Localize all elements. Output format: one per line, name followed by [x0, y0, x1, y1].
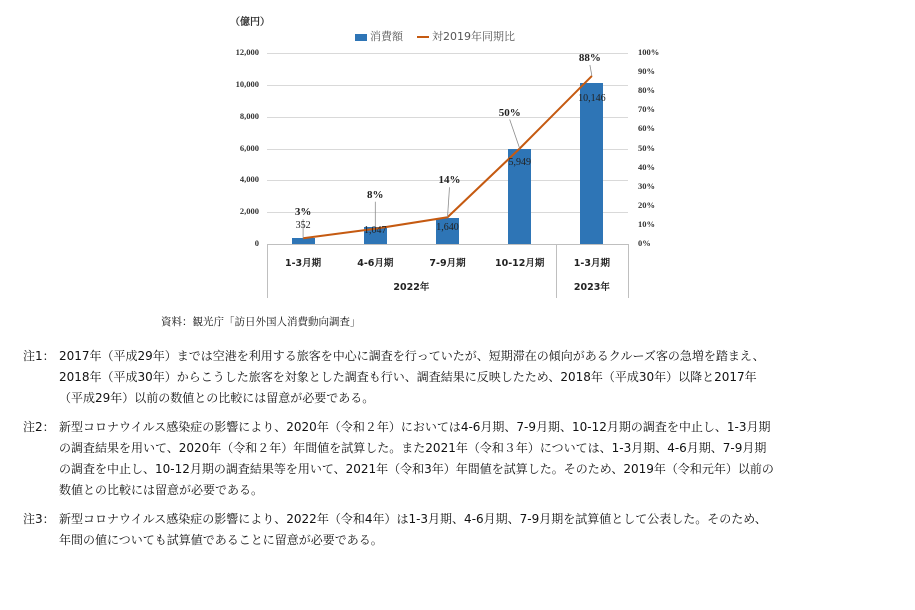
value-label: 5,949: [508, 157, 531, 169]
category-label: 7-9月期: [429, 258, 466, 269]
right-axis-tick: 0%: [638, 238, 651, 248]
leader-line: [510, 120, 520, 149]
value-label: 1,047: [364, 225, 387, 237]
note-line: 数値との比較には留意が必要である。: [59, 483, 264, 497]
left-axis-tick: 12,000: [235, 47, 259, 57]
right-axis-tick: 10%: [638, 218, 655, 229]
legend-item-line: 対2019年同期比: [417, 28, 515, 44]
percent-label: 88%: [578, 51, 601, 64]
category-group-label: 2022年: [393, 282, 430, 293]
left-axis-tick: 10,000: [235, 78, 259, 89]
category-label: 4-6月期: [357, 258, 394, 269]
left-axis-tick: 4,000: [239, 174, 259, 185]
right-axis-tick: 60%: [638, 123, 655, 134]
legend-item-bar: 消費額: [355, 28, 403, 44]
right-axis-tick: 100%: [638, 47, 660, 57]
note-label: 注3：: [23, 512, 55, 526]
right-axis-tick: 70%: [638, 104, 655, 115]
note-line: の調査結果を用いて、2020年（令和２年）年間値を試算した。また2021年（令和３年）については、1-3月期、4-6月期、7-9月期: [59, 441, 767, 455]
left-axis-tick: 8,000: [239, 110, 259, 121]
left-axis-tick: 0: [254, 238, 259, 248]
note-line: 年間の値についても試算値であることに留意が必要である。: [59, 533, 383, 547]
note-line: （平成29年）以前の数値との比較には留意が必要である。: [59, 391, 375, 405]
note-label: 注2：: [23, 420, 55, 434]
note-line: 新型コロナウイルス感染症の影響により、2022年（令和4年）は1-3月期、4-6月期、7-9月期を試算値として公表した。そのため、: [59, 512, 767, 526]
leader-line: [448, 187, 450, 217]
value-label: 10,146: [578, 92, 606, 104]
category-label: 10-12月期: [494, 258, 545, 269]
note-line: 新型コロナウイルス感染症の影響により、2020年（令和２年）においては4-6月期、7-9月期、10-12月期の調査を中止し、1-3月期: [59, 420, 771, 434]
right-axis-tick: 90%: [638, 66, 655, 77]
right-axis-tick: 50%: [638, 142, 655, 153]
source-caption: 資料：観光庁「訪日外国人消費動向調査」: [161, 316, 361, 328]
category-label: 1-3月期: [573, 258, 610, 269]
percent-label: 14%: [438, 174, 461, 187]
category-group-label: 2023年: [573, 282, 610, 293]
value-label: 352: [295, 220, 311, 232]
x-axis-line: [267, 244, 628, 245]
right-axis-tick: 80%: [638, 85, 655, 96]
note-line: 2018年（平成30年）からこうした旅客を対象とした調査も行い、調査結果に反映したため、2018年（平成30年）以降と2017年: [59, 370, 757, 384]
notes: [23, 346, 913, 559]
note-line: 2017年（平成29年）までは空港を利用する旅客を中心に調査を行っていたが、短期滞在の傾向があるクルーズ客の急増を踏まえ、: [59, 349, 765, 363]
left-axis-tick: 6,000: [239, 142, 259, 153]
axis-divider: [628, 244, 629, 298]
percent-label: 50%: [498, 106, 521, 119]
value-label: 1,640: [436, 221, 459, 233]
y-axis-unit-label: （億円）: [230, 17, 270, 28]
right-axis-tick: 30%: [638, 180, 655, 191]
right-axis-tick: 40%: [638, 161, 655, 172]
category-label: 1-3月期: [285, 258, 322, 269]
right-axis-tick: 20%: [638, 199, 655, 210]
percent-label: 8%: [367, 188, 384, 201]
note-line: の調査を中止し、10-12月期の調査結果等を用いて、2021年（令和3年）年間値を試算した。そのため、2019年（令和元年）以前の: [59, 462, 774, 476]
note-1: [23, 346, 913, 409]
percent-label: 3%: [294, 206, 312, 219]
leader-line: [590, 65, 592, 76]
left-axis-tick: 2,000: [239, 206, 259, 217]
note-3: [23, 509, 913, 551]
note-2: [23, 417, 913, 501]
note-label: 注1：: [23, 349, 55, 363]
